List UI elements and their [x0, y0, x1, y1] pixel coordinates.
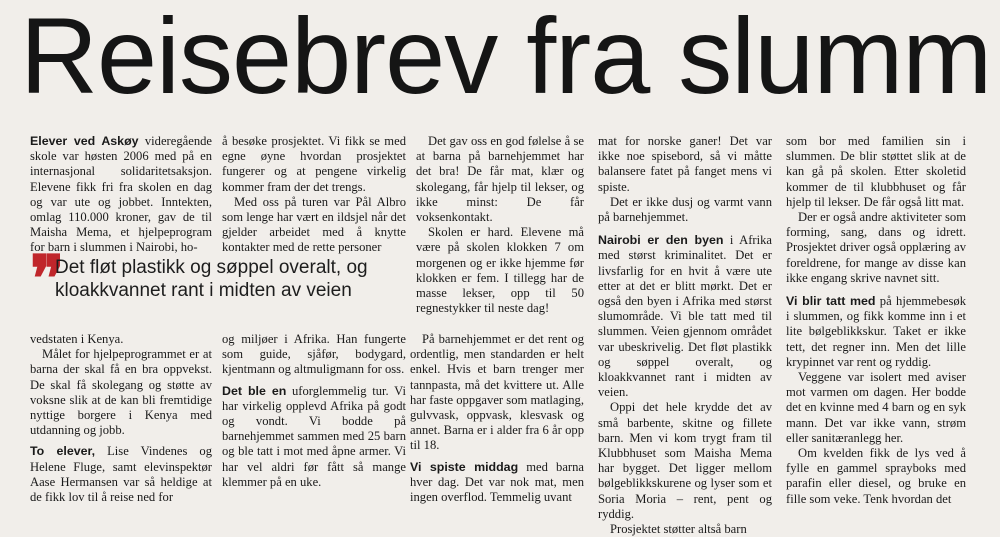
lead-in: Vi spiste middag: [410, 459, 519, 474]
paragraph: og miljøer i Afrika. Han fungerte som guide, sjåfør, bodygard, kjentmann og altmuligmann for oss.: [222, 332, 406, 377]
paragraph: å besøke prosjektet. Vi fikk se med egne øyne hvordan prosjektet fungerer og at pengene virkelig kommer fram der det trengs.: [222, 134, 406, 194]
paragraph: Veggene var isolert med aviser mot varmen om dagen. Her bodde det en kvinne med 4 barn og en syk mann. Det var ikke vann, strøm eller sanitæranlegg her.: [786, 370, 966, 445]
paragraph: Vi spiste middag med barna hver dag. Det var nok mat, men ingen overflod. Temmelig uvant: [410, 459, 584, 505]
paragraph: Vi blir tatt med på hjemmebesøk i slummen, og fikk komme inn i et lite bølgeblikkskur. Taket er ikke tett, det regner inn. Men det lille krypinnet var rent og ryddig.: [786, 294, 966, 369]
paragraph: Det er ikke dusj og varmt vann på barnehjemmet.: [598, 194, 772, 225]
paragraph: Elever ved Askøy videregående skole var høsten 2006 med på en internasjonal solidaritetsaksjon. Elevene fikk fri fra skolen en dag og var ute og jobbet. Inntekten, omlag 110.000 kroner, gav de til Maisha Mema, et hjelpeprogram for barn i slummen i Nairobi, ho-: [30, 134, 213, 255]
article-column-2-top: [222, 134, 406, 256]
paragraph: To elever, Lise Vindenes og Helene Fluge, samt elevinspektør Aase Hermansen var så heldige at de fikk lov til å reise ned for: [30, 444, 212, 505]
lead-in: Nairobi er den byen: [598, 233, 724, 248]
paragraph: Oppi det hele krydde det av små barbente, skitne og fillete barn. Men vi kom trygt fram til Klubbhuset som Maisha Mema har bygget. Det ligger mellom bølgeblikkskurene og lyser som et Soria Moria – rent, pent og ryddig.: [598, 400, 772, 521]
article-column-5: [786, 134, 966, 507]
lead-in: Det ble en: [222, 383, 287, 398]
paragraph: Skolen er hard. Elevene må være på skolen klokken 7 om morgenen og er ikke hjemme før klokken er fem. I tillegg har de masse lekser, opp til 50 regnestykker til neste dag!: [416, 225, 584, 316]
headline: Reisebrev fra slumm: [20, 0, 992, 116]
paragraph: Nairobi er den byen i Afrika med størst kriminalitet. Det er livsfarlig for en hvit å være ute etter at det er blitt mørkt. Det er også den byen i Afrika med størst slumområde. Vi ble tatt med til slummen. Veien gjennom området var ubeskrivelig. Det fløt plastikk og søppel overalt, og kloakkvannet rant i midten av veien.: [598, 233, 772, 400]
paragraph: Målet for hjelpeprogrammet er at barna der skal få en bra oppvekst. De skal få skolegang og støtte av voksne slik at de kan bli fremtidige nyttige borgere i Kenya med utdanning og jobb.: [30, 347, 212, 438]
lead-in: Vi blir tatt med: [786, 294, 876, 309]
article-column-4: [598, 134, 772, 537]
article-column-1-top: [30, 134, 212, 256]
paragraph: Det gav oss en god følelse å se at barna på barnehjemmet har det bra! De får mat, klær og skolegang, får hjelp til lekser, og ikke minst: De får voksenkontakt.: [416, 134, 584, 225]
paragraph: vedstaten i Kenya.: [30, 332, 124, 346]
paragraph: Der er også andre aktiviteter som forming, sang, dans og idrett. Prosjektet driver også opplæring av foreldrene, for mange av disse kan ikke engang skrive navnet sitt.: [786, 210, 966, 285]
article-column-2-bottom: [222, 332, 406, 490]
paragraph: På barnehjemmet er det rent og ordentlig, men standarden er helt enkel. Hvis et barn trenger mer tannpasta, må det kvittere ut. Alle har faste oppgaver som matlaging, gulvvask, oppvask, klesvask og annet. Barna er i alder fra 6 år opp til 18.: [410, 332, 584, 453]
paragraph: Om kvelden fikk de lys ved å fylle en gammel sprayboks med parafin eller diesel, og bruke en fille som veke. Tenk hvordan det: [786, 446, 966, 506]
article-column-3-bottom: [410, 332, 584, 505]
lead-in: Elever ved Askøy: [30, 134, 139, 148]
quote-mark-icon: ❞: [30, 244, 65, 315]
paragraph: Det ble en uforglemmelig tur. Vi har virkelig opplevd Afrika på godt og vondt. Vi bodde på barnehjemmet sammen med 25 barn og ble tatt i mot med åpne armer. Vi har vel aldri før fått så mange klemmer på en uke.: [222, 383, 406, 489]
paragraph: mat for norske ganer! Det var ikke noe spisebord, så vi måtte balansere fatet på fanget mens vi spiste.: [598, 134, 772, 194]
article-column-3-top: [416, 134, 584, 316]
paragraph: Med oss på turen var Pål Albro som lenge har vært en ildsjel når det gjelder arbeidet med å knytte kontakter med de rette personer: [222, 194, 406, 255]
article-column-1-bottom: [30, 332, 212, 505]
pull-quote: Det fløt plastikk og søppel overalt, og kloakkvannet rant i midten av veien: [55, 257, 368, 301]
paragraph: Prosjektet støtter altså barn: [610, 522, 747, 537]
lead-in: To elever,: [30, 444, 96, 459]
paragraph: som bor med familien sin i slummen. De blir støttet slik at de kan gå på skolen. Etter skoletid kommer de til klubbhuset og får hjelp til lekser. De får også litt mat.: [786, 134, 966, 209]
